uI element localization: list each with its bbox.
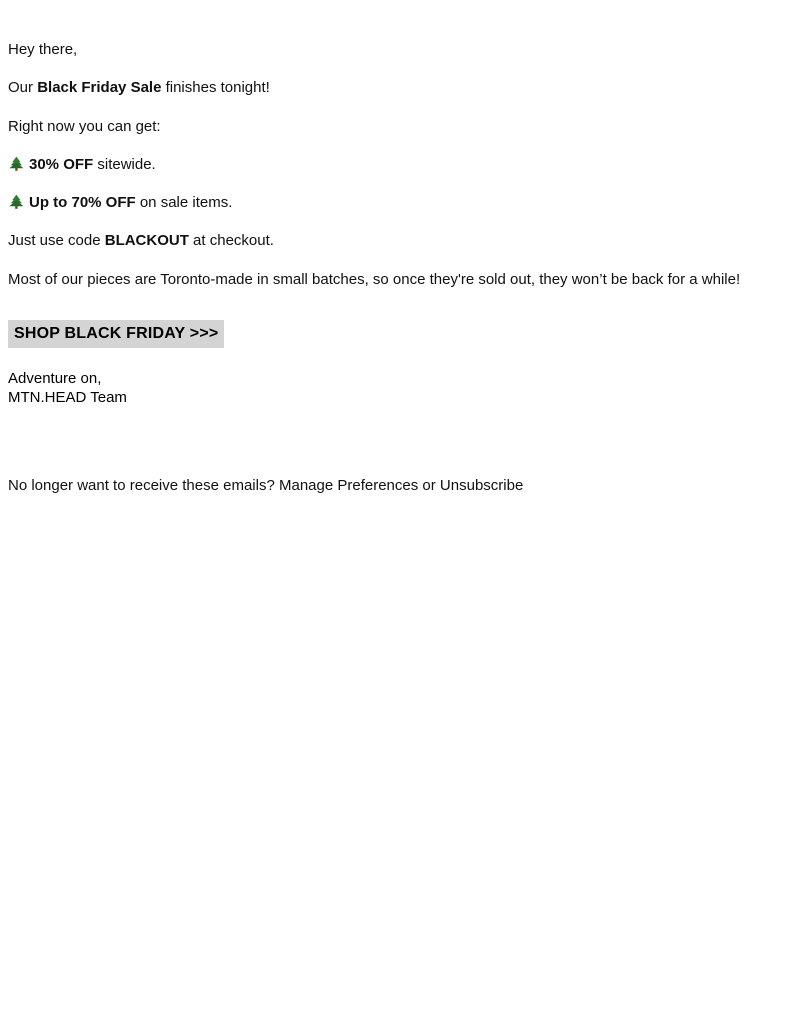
evergreen-tree-icon bbox=[8, 156, 25, 171]
email-footer bbox=[8, 476, 792, 496]
footer-prefix-text: No longer want to receive these emails? bbox=[8, 476, 279, 494]
scarcity-note-text: Most of our pieces are Toronto-made in small batches, so once they're sold out, they won’t be back for a while! bbox=[8, 270, 741, 288]
greeting-text: Hey there, bbox=[8, 41, 78, 58]
promo-code-prefix: Just use code bbox=[8, 232, 105, 250]
offer-item-1 bbox=[8, 155, 792, 175]
sale-intro-prefix: Our bbox=[8, 79, 38, 97]
evergreen-tree-icon bbox=[8, 194, 25, 209]
unsubscribe-link[interactable]: Unsubscribe bbox=[439, 476, 524, 494]
scarcity-note-line bbox=[8, 270, 792, 290]
offer-1-bold: 30% OFF bbox=[29, 155, 94, 173]
sale-intro-bold: Black Friday Sale bbox=[37, 79, 162, 97]
offer-1-suffix: sitewide. bbox=[93, 155, 156, 173]
promo-code-value: BLACKOUT bbox=[104, 232, 189, 250]
offer-lead-text: Right now you can get: bbox=[8, 117, 161, 135]
promo-code-suffix: at checkout. bbox=[188, 232, 274, 250]
email-body bbox=[0, 0, 800, 496]
offer-item-2 bbox=[8, 193, 792, 213]
offer-2-bold: Up to 70% OFF bbox=[29, 194, 136, 211]
signoff-block bbox=[8, 370, 792, 408]
signoff-line-1: Adventure on, bbox=[8, 370, 102, 388]
promo-code-line bbox=[8, 231, 792, 251]
sale-intro-suffix: finishes tonight! bbox=[161, 79, 270, 97]
sale-intro-line bbox=[8, 78, 792, 98]
footer-separator-text: or bbox=[418, 476, 440, 494]
offer-2-suffix: on sale items. bbox=[135, 194, 233, 211]
signoff-line-2: MTN.HEAD Team bbox=[8, 389, 127, 407]
greeting-line bbox=[8, 40, 792, 60]
cta-container bbox=[8, 320, 792, 349]
offer-lead-line bbox=[8, 117, 792, 137]
shop-black-friday-button[interactable]: SHOP BLACK FRIDAY >>> bbox=[8, 320, 224, 349]
manage-preferences-link[interactable]: Manage Preferences bbox=[278, 476, 419, 494]
